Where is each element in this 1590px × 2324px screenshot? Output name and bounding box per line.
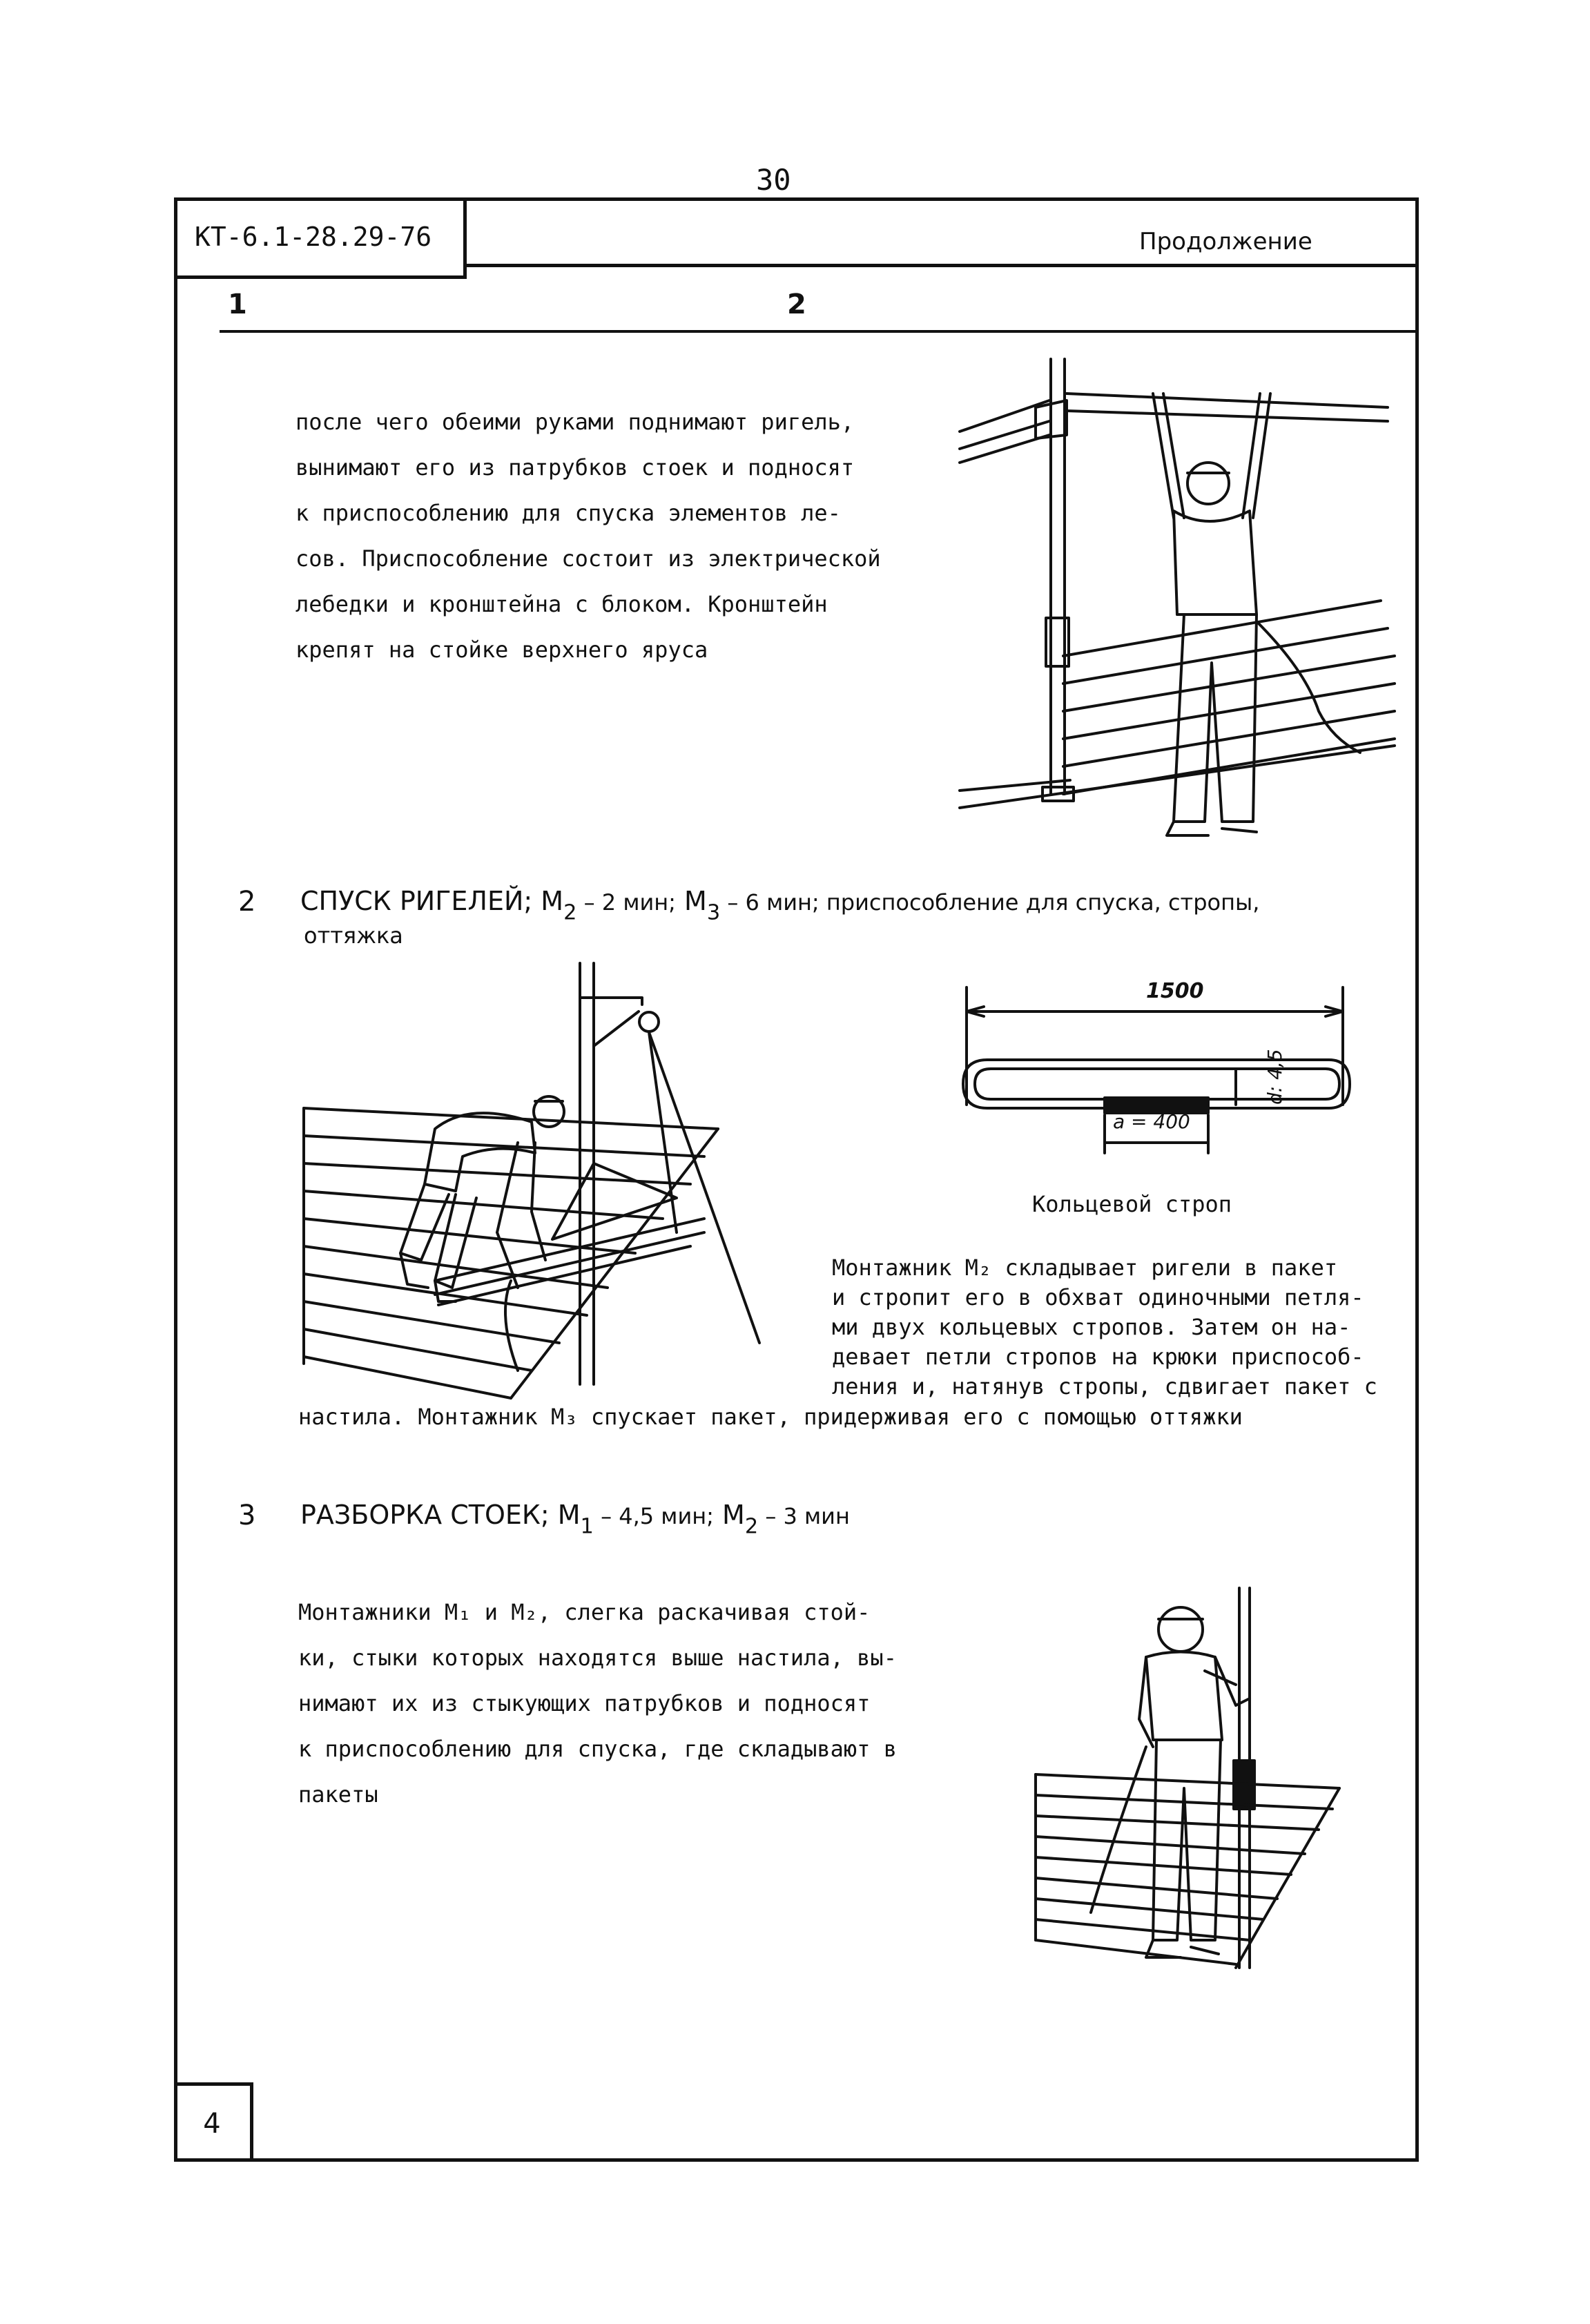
step2-line: девает петли стропов на крюки приспособ- [832,1344,1364,1370]
block1-line: после чего обеими руками поднимают ригель, [295,409,855,435]
step3-m1-sub: 1 [580,1514,594,1539]
step2-line: Монтажник М₂ складывает ригели в пакет [832,1255,1338,1281]
step3-text [298,1589,989,1817]
column-1-number: 1 [228,289,247,320]
block1-line: лебедки и кронштейна с блоком. Кронштейн [295,591,828,617]
step2-heading [300,886,1412,929]
step2-equipment: приспособление для спуска, стропы, [819,889,1260,916]
step2-m2-sub: 2 [563,900,577,925]
step2-m3-time: – 6 мин; [720,889,820,916]
block1-line: вынимают его из патрубков стоек и подносят [295,454,855,481]
step3-line: к приспособлению для спуска, где складывают в [298,1736,897,1762]
column-rule [220,330,1419,333]
header-rule [467,264,1419,267]
step2-line: ми двух кольцевых стропов. Затем он на- [832,1314,1351,1340]
continuation-label: Продолжение [1139,228,1312,255]
sling-length-dimension: 1500 [1146,979,1204,1003]
step3-number: 3 [238,1500,256,1531]
step3-m1-time: – 4,5 мин; [593,1503,714,1529]
step2-m3-sub: 3 [706,900,721,925]
corner-number: 4 [174,2082,253,2162]
step3-line: пакеты [298,1781,378,1808]
sling-a-dimension: a = 400 [1113,1110,1190,1133]
step2-m3: М [684,886,707,916]
block1-line: крепят на стойке верхнего яруса [295,637,708,663]
step3-line: ки, стыки которых находятся выше настила, вы- [298,1645,897,1671]
illustration-worker-lifting-beam [946,352,1402,849]
step3-m2-sub: 2 [744,1514,759,1539]
step3-heading [300,1500,1129,1542]
block1-line: к приспособлению для спуска элементов ле- [295,500,841,526]
step3-m2-time: – 3 мин [758,1503,850,1529]
step3-title: РАЗБОРКА СТОЕК; [300,1500,550,1530]
doc-code: КТ-6.1-28.29-76 [174,197,467,279]
step2-last-line: настила. Монтажник М₃ спускает пакет, придерживая его с помощью оттяжки [298,1404,1243,1430]
step3-line: нимают их из стыкующих патрубков и подносят [298,1690,871,1716]
step2-m2-time: – 2 мин; [576,889,676,916]
step2-title: СПУСК РИГЕЛЕЙ; [300,886,533,916]
step2-line: ления и, натянув стропы, сдвигает пакет с [832,1373,1377,1400]
step2-line: и стропит его в обхват одиночными петля- [832,1284,1364,1310]
block1-text [295,399,931,672]
step2-text [832,1253,1419,1402]
illustration-lowering-beams [290,956,787,1405]
step2-number: 2 [238,886,256,918]
step3-line: Монтажники М₁ и М₂, слегка раскачивая стой- [298,1599,871,1625]
sling-d-dimension: d: 4,5 [1263,1049,1286,1105]
step2-heading-line2: оттяжка [304,922,403,949]
page-number: 30 [756,163,791,197]
block1-line: сов. Приспособление состоит из электрической [295,545,881,572]
sling-caption: Кольцевой строп [1032,1191,1232,1217]
illustration-worker-removing-post [1029,1581,1367,1982]
step3-m1: М [549,1500,581,1530]
step3-m2: М [713,1500,745,1530]
column-2-number: 2 [787,289,806,320]
step2-m2: М [541,886,564,916]
